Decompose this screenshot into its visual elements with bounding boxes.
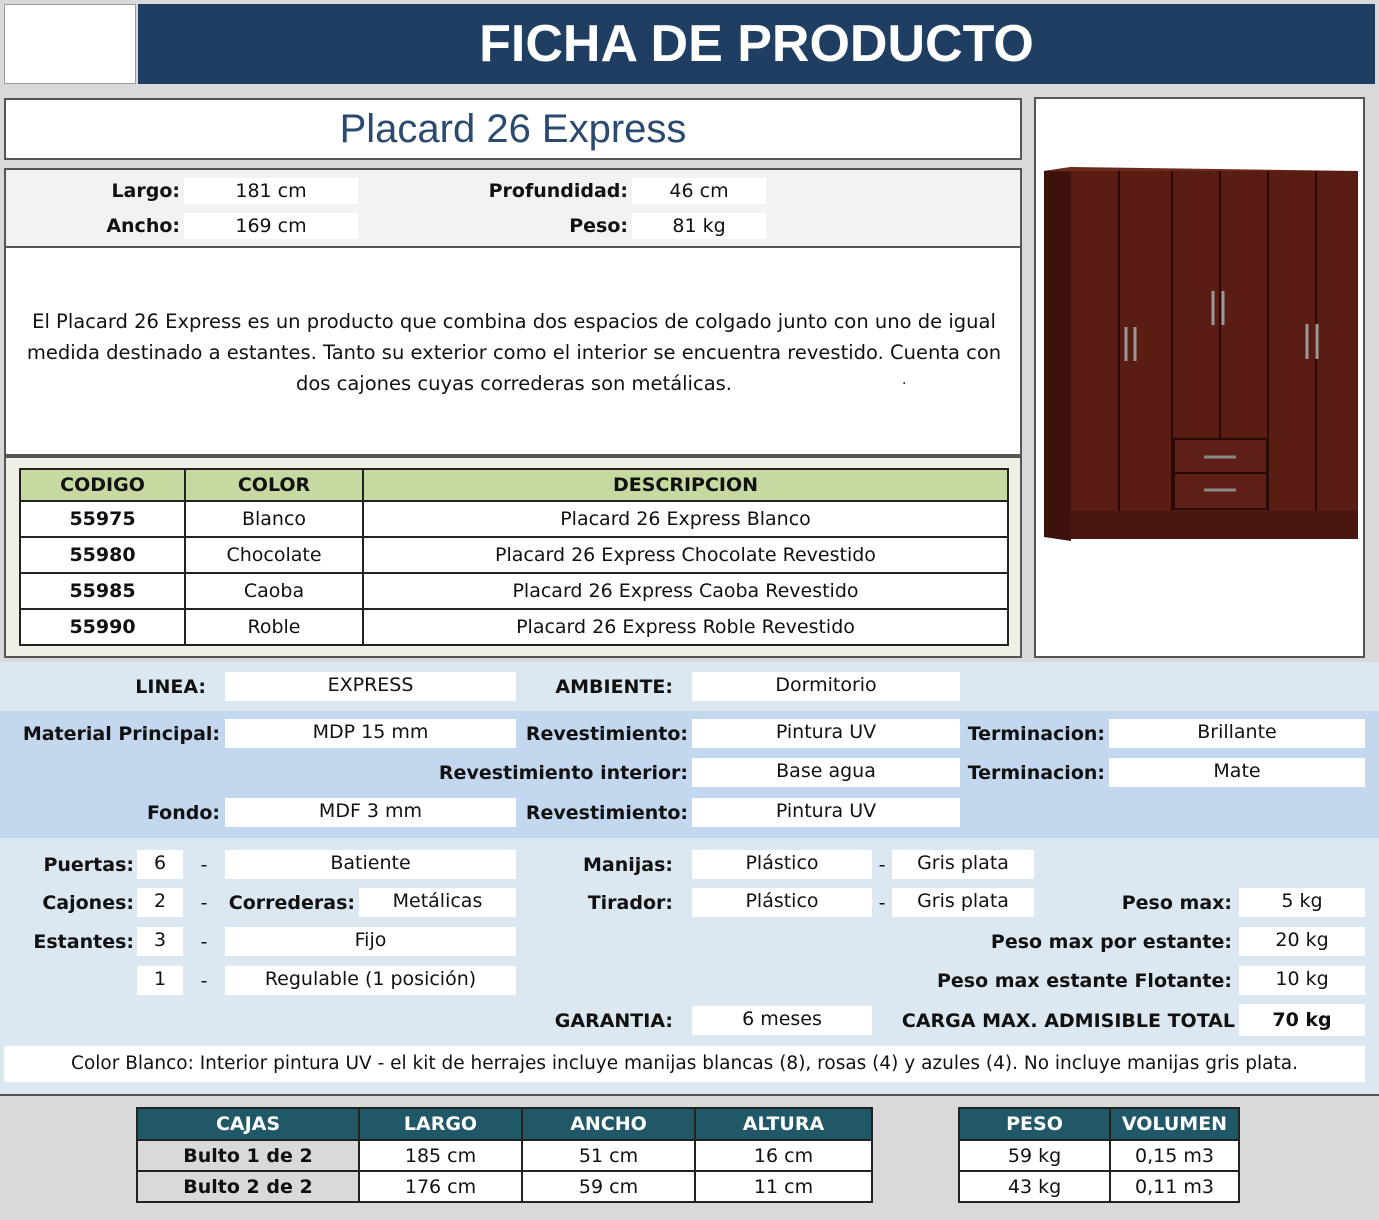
code-cell: 55980: [20, 537, 185, 573]
table-row: [20, 609, 1008, 645]
cajones-label: Cajones:: [42, 892, 134, 914]
header-ancho: ANCHO: [522, 1108, 695, 1140]
peso-value: 81 kg: [632, 213, 766, 239]
package-ancho: 51 cm: [522, 1140, 695, 1171]
wardrobe-icon: [1044, 167, 1358, 541]
table-row: [137, 1171, 872, 1202]
code-cell: 55990: [20, 609, 185, 645]
description-text: El Placard 26 Express es un producto que combina dos espacios de colgado junto con uno de igual medida destinado a estantes. Tanto su exterior como el interior se encuentra revestido. Cuenta con dos cajones cuyas correderas son metálicas.: [26, 310, 1002, 395]
puertas-value: 6: [137, 850, 183, 879]
color-cell: Blanco: [185, 501, 363, 537]
revestimiento-interior-label: Revestimiento interior:: [438, 762, 688, 784]
package-altura: 11 cm: [695, 1171, 872, 1202]
profundidad-label: Profundidad:: [488, 180, 628, 202]
manijas-value: Plástico: [692, 850, 872, 879]
tirador-label: Tirador:: [587, 892, 673, 914]
header-altura: ALTURA: [695, 1108, 872, 1140]
revestimiento-label: Revestimiento:: [525, 723, 688, 745]
color-cell: Roble: [185, 609, 363, 645]
header-cajas: CAJAS: [137, 1108, 359, 1140]
package-volumen: 0,11 m3: [1110, 1171, 1239, 1202]
wardrobe-image: [1036, 99, 1363, 656]
description-dot: .: [902, 372, 907, 388]
package-peso: 43 kg: [959, 1171, 1110, 1202]
variants-header-row: [20, 469, 1008, 501]
correderas-value: Metálicas: [359, 888, 516, 917]
header-peso: PESO: [959, 1108, 1110, 1140]
packages-table: [136, 1107, 873, 1203]
package-name: Bulto 1 de 2: [137, 1140, 359, 1171]
package-ancho: 59 cm: [522, 1171, 695, 1202]
package-volumen: 0,15 m3: [1110, 1140, 1239, 1171]
dash: -: [200, 892, 208, 914]
correderas-label: Correderas:: [228, 892, 355, 914]
largo-label: Largo:: [111, 180, 180, 202]
table-row: [20, 537, 1008, 573]
color-cell: Caoba: [185, 573, 363, 609]
table-row: [137, 1140, 872, 1171]
dash: -: [878, 892, 886, 914]
estantes2-tipo: Regulable (1 posición): [225, 966, 516, 995]
header-largo: LARGO: [359, 1108, 522, 1140]
revestimiento-value: Pintura UV: [692, 719, 960, 748]
note: Color Blanco: Interior pintura UV - el kit de herrajes incluye manijas blancas (8), rosas (4) y azules (4). No incluye manijas gris plata.: [4, 1046, 1365, 1082]
table-row: [959, 1171, 1239, 1202]
table-row: [20, 573, 1008, 609]
terminacion-label: Terminacion:: [967, 723, 1105, 745]
description-cell: Placard 26 Express Caoba Revestido: [363, 573, 1008, 609]
estantes-label: Estantes:: [33, 931, 134, 953]
manijas-label: Manijas:: [582, 854, 673, 876]
garantia-label: GARANTIA:: [554, 1010, 673, 1032]
weights-table: [958, 1107, 1240, 1203]
material-value: MDP 15 mm: [225, 719, 516, 748]
packages-header-row: [137, 1108, 872, 1140]
material-label: Material Principal:: [22, 723, 220, 745]
dash: -: [200, 970, 208, 992]
revestimiento-interior-value: Base agua: [692, 758, 960, 787]
peso-flotante-value: 10 kg: [1239, 966, 1365, 995]
linea-label: LINEA:: [135, 676, 206, 698]
peso-max-label: Peso max:: [1121, 892, 1232, 914]
puertas-tipo: Batiente: [225, 850, 516, 879]
table-row: [959, 1140, 1239, 1171]
code-cell: 55985: [20, 573, 185, 609]
ancho-label: Ancho:: [106, 215, 180, 237]
table-row: [20, 501, 1008, 537]
estantes-value: 3: [137, 927, 183, 956]
garantia-value: 6 meses: [692, 1006, 872, 1035]
package-largo: 176 cm: [359, 1171, 522, 1202]
peso-flotante-label: Peso max estante Flotante:: [936, 970, 1232, 992]
weights-header-row: [959, 1108, 1239, 1140]
description-cell: Placard 26 Express Blanco: [363, 501, 1008, 537]
estantes2-value: 1: [137, 966, 183, 995]
tirador-color: Gris plata: [892, 888, 1034, 917]
carga-label: CARGA MAX. ADMISIBLE TOTAL: [901, 1010, 1235, 1032]
dash: -: [200, 854, 208, 876]
description-cell: Placard 26 Express Roble Revestido: [363, 609, 1008, 645]
color-cell: Chocolate: [185, 537, 363, 573]
terminacion2-value: Mate: [1109, 758, 1365, 787]
fondo-label: Fondo:: [146, 802, 220, 824]
package-altura: 16 cm: [695, 1140, 872, 1171]
largo-value: 181 cm: [184, 178, 358, 204]
dash: -: [878, 854, 886, 876]
manijas-color: Gris plata: [892, 850, 1034, 879]
cajones-value: 2: [137, 888, 183, 917]
profundidad-value: 46 cm: [632, 178, 766, 204]
ambiente-label: AMBIENTE:: [555, 676, 673, 698]
logo-area: [4, 4, 136, 84]
product-name: Placard 26 Express: [339, 107, 687, 151]
peso-estante-label: Peso max por estante:: [990, 931, 1232, 953]
puertas-label: Puertas:: [43, 854, 134, 876]
package-name: Bulto 2 de 2: [137, 1171, 359, 1202]
page-title: FICHA DE PRODUCTO: [479, 15, 1034, 73]
fondo-value: MDF 3 mm: [225, 798, 516, 827]
tirador-value: Plástico: [692, 888, 872, 917]
terminacion-value: Brillante: [1109, 719, 1365, 748]
estantes-tipo: Fijo: [225, 927, 516, 956]
linea-value: EXPRESS: [225, 672, 516, 701]
peso-max-value: 5 kg: [1239, 888, 1365, 917]
header-color: COLOR: [185, 469, 363, 501]
package-peso: 59 kg: [959, 1140, 1110, 1171]
code-cell: 55975: [20, 501, 185, 537]
terminacion2-label: Terminacion:: [967, 762, 1105, 784]
header-volumen: VOLUMEN: [1110, 1108, 1239, 1140]
header-codigo: CODIGO: [20, 469, 185, 501]
description-cell: Placard 26 Express Chocolate Revestido: [363, 537, 1008, 573]
revestimiento2-value: Pintura UV: [692, 798, 960, 827]
ambiente-value: Dormitorio: [692, 672, 960, 701]
package-largo: 185 cm: [359, 1140, 522, 1171]
peso-estante-value: 20 kg: [1239, 927, 1365, 956]
dash: -: [200, 931, 208, 953]
peso-label: Peso:: [569, 215, 628, 237]
header-descripcion: DESCRIPCION: [363, 469, 1008, 501]
revestimiento2-label: Revestimiento:: [525, 802, 688, 824]
carga-value: 70 kg: [1239, 1004, 1365, 1036]
ancho-value: 169 cm: [184, 213, 358, 239]
variants-table: [19, 468, 1009, 646]
